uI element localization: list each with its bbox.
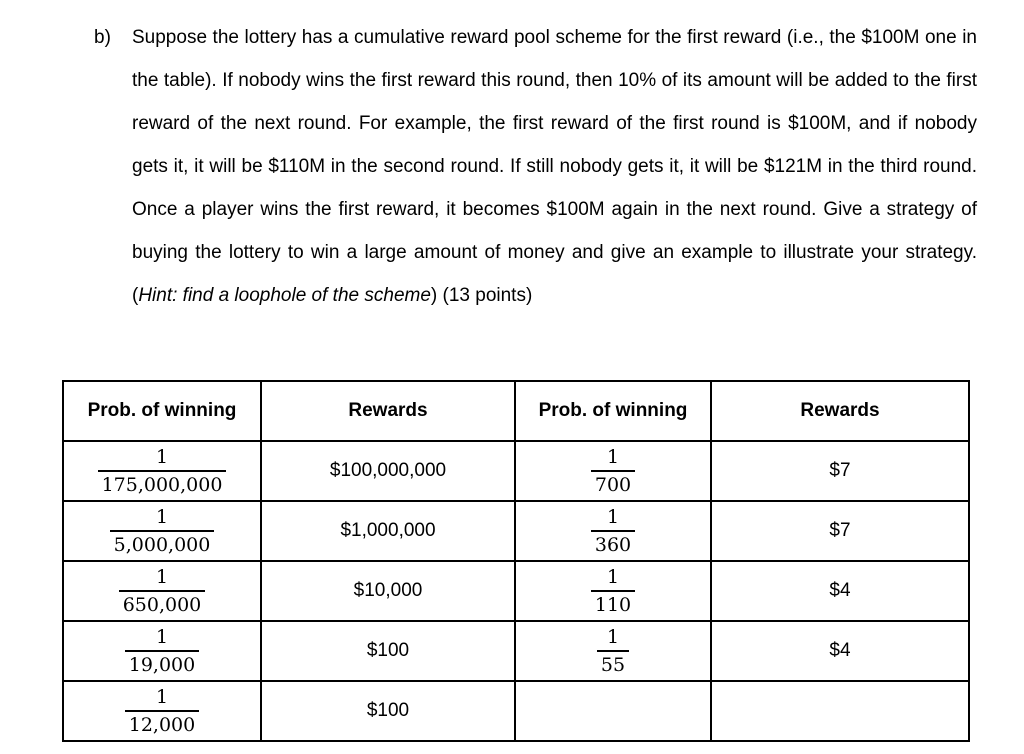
prob-cell [515, 501, 711, 561]
prob-cell [515, 441, 711, 501]
fraction [591, 566, 635, 616]
reward-cell: $7 [711, 441, 969, 501]
reward-cell: $4 [711, 561, 969, 621]
prob-cell [63, 561, 261, 621]
reward-cell: $1,000,000 [261, 501, 515, 561]
fraction [119, 566, 206, 616]
question-text [132, 16, 977, 317]
prob-cell [63, 681, 261, 741]
fraction [125, 686, 199, 736]
header-prob-2: Prob. of winning [515, 381, 711, 441]
fraction [591, 506, 635, 556]
fraction [125, 626, 199, 676]
prob-cell [515, 561, 711, 621]
denominator: 650,000 [119, 590, 206, 616]
denominator: 19,000 [125, 650, 199, 676]
prob-cell [63, 501, 261, 561]
denominator: 700 [591, 470, 635, 496]
numerator: 1 [606, 506, 620, 528]
numerator: 1 [155, 446, 169, 468]
reward-cell: $100,000,000 [261, 441, 515, 501]
prob-cell [515, 621, 711, 681]
question-label: b) [94, 27, 111, 48]
fraction [110, 506, 215, 556]
table-row [63, 441, 969, 501]
prob-cell [63, 621, 261, 681]
table-header-row [63, 381, 969, 441]
lottery-table [62, 380, 970, 742]
empty-cell [711, 681, 969, 741]
header-prob-1: Prob. of winning [63, 381, 261, 441]
table-row [63, 561, 969, 621]
reward-cell: $100 [261, 621, 515, 681]
table-row [63, 621, 969, 681]
reward-cell: $4 [711, 621, 969, 681]
reward-cell: $10,000 [261, 561, 515, 621]
denominator: 110 [591, 590, 635, 616]
denominator: 12,000 [125, 710, 199, 736]
numerator: 1 [606, 626, 620, 648]
empty-cell [515, 681, 711, 741]
table-row [63, 681, 969, 741]
numerator: 1 [606, 566, 620, 588]
denominator: 360 [591, 530, 635, 556]
prob-cell [63, 441, 261, 501]
fraction [98, 446, 227, 496]
denominator: 55 [597, 650, 629, 676]
reward-cell: $100 [261, 681, 515, 741]
header-rewards-2: Rewards [711, 381, 969, 441]
numerator: 1 [155, 686, 169, 708]
denominator: 5,000,000 [110, 530, 215, 556]
numerator: 1 [155, 506, 169, 528]
question-body: Suppose the lottery has a cumulative reward pool scheme for the first reward (i.e., the $100M one in the table). If nobody wins the first reward this round, then 10% of its amount will be added to the first reward of the next round. For example, the first reward of the first round is $100M, and if nobody gets it, it will be $110M in the second round. If still nobody gets it, it will be $121M in the third round. Once a player wins the first reward, it becomes $100M again in the next round. Give a strategy of buying the lottery to win a large amount of money and give an example to illustrate your strategy. ( [132, 27, 977, 306]
hint-text: Hint: find a loophole of the scheme [138, 285, 431, 306]
table-row [63, 501, 969, 561]
reward-cell: $7 [711, 501, 969, 561]
fraction [591, 446, 635, 496]
header-rewards-1: Rewards [261, 381, 515, 441]
numerator: 1 [155, 626, 169, 648]
numerator: 1 [155, 566, 169, 588]
denominator: 175,000,000 [98, 470, 227, 496]
points-text: ) (13 points) [430, 285, 533, 306]
numerator: 1 [606, 446, 620, 468]
fraction [597, 626, 629, 676]
